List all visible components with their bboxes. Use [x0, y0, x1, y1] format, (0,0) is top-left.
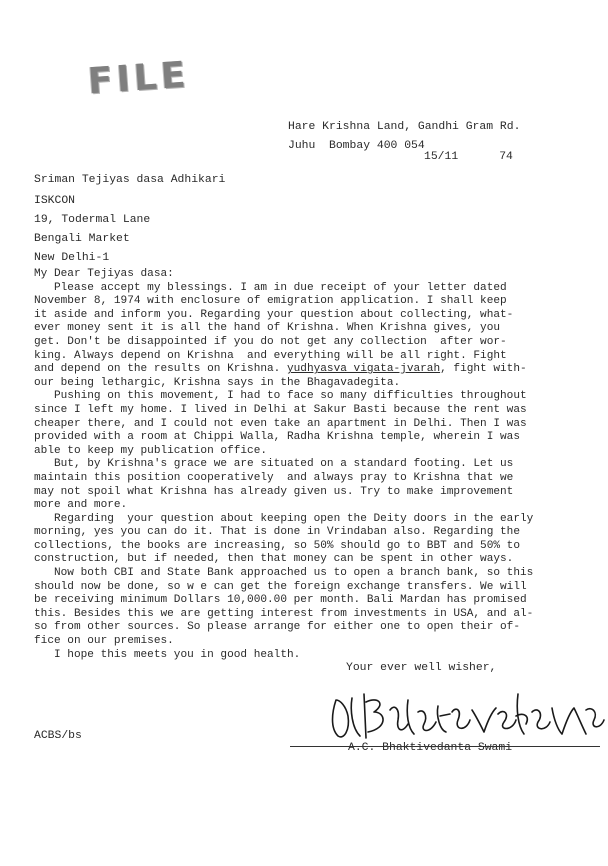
body-line: Now both CBI and State Bank approached us to open a branch bank, so this [34, 567, 534, 580]
paragraph-5 [34, 567, 604, 649]
body-line: fice on our premises. [34, 635, 174, 648]
typist-initials: ACBS/bs [34, 730, 82, 742]
body-line: Regarding your question about keeping open the Deity doors in the early [34, 512, 534, 525]
underlined-sanskrit-phrase: yudhyasva vigata-jvarah [286, 363, 441, 376]
paragraph-6: I hope this meets you in good health. [34, 648, 301, 661]
paragraph-2 [34, 390, 604, 458]
paragraph-3 [34, 458, 604, 512]
body-line: cheaper there, and I could not even take an apartment in Delhi. Then I was [34, 417, 527, 430]
letter-date [424, 152, 513, 163]
body-line: November 8, 1974 with enclosure of emigration application. I shall keep [34, 295, 507, 308]
body-line: But, by Krishna's grace we are situated on a standard footing. Let us [34, 458, 514, 471]
body-line [34, 363, 604, 377]
body-line: ever money sent it is all the hand of Krishna. When Krishna gives, you [34, 322, 501, 335]
body-line: may not spoil what Krishna has already given us. Try to make improvement [34, 485, 514, 498]
body-line: since I left my home. I lived in Delhi at Sakur Basti because the rent was [34, 403, 527, 416]
file-stamp: FILE [86, 54, 191, 103]
body-line: morning, yes you can do it. That is done in Vrindaban also. Regarding the [34, 526, 520, 539]
body-line: maintain this position cooperatively and always pray to Krishna that we [34, 471, 514, 484]
typed-signature-name: A.C. Bhaktivedanta Swami [348, 742, 513, 754]
body-line: construction, but if needed, then that money can be spent in other ways. [34, 553, 514, 566]
body-line: more and more. [34, 499, 128, 512]
body-line: collections, the books are increasing, so 50% should go to BBT and 50% to [34, 539, 520, 552]
body-line-segment: and depend on the results on Krishna. [34, 363, 287, 376]
salutation: My Dear Tejiyas dasa: [34, 268, 174, 280]
body-line: should now be done, so w e can get the foreign exchange transfers. We will [34, 580, 527, 593]
date-year: 74 [499, 151, 513, 163]
body-line: be receiving minimum Dollars 10,000.00 per month. Bali Mardan has promised [34, 594, 527, 607]
paragraph-1 [34, 282, 604, 391]
body-line: Pushing on this movement, I had to face so many difficulties throughout [34, 390, 527, 403]
body-line: get. Don't be disappointed if you do not get any collection after wor- [34, 335, 507, 348]
body-line: our being lethargic, Krishna says in the Bhagavadegita. [34, 376, 401, 389]
letter-body [34, 268, 604, 662]
letterhead-address-line1: Hare Krishna Land, Gandhi Gram Rd. [288, 121, 521, 133]
date-day-month: 15/11 [424, 151, 459, 163]
signature-underline [290, 746, 600, 747]
body-line: this. Besides this we are getting interest from investments in USA, and al- [34, 607, 534, 620]
recipient-area: Bengali Market [34, 233, 130, 245]
body-line: king. Always depend on Krishna and everything will be all right. Fight [34, 349, 507, 362]
recipient-street: 19, Todermal Lane [34, 214, 151, 226]
body-line: able to keep my publication office. [34, 444, 268, 457]
body-line-segment: , fight with- [440, 363, 527, 376]
body-line: Please accept my blessings. I am in due receipt of your letter dated [34, 281, 507, 294]
paragraph-4 [34, 513, 604, 567]
recipient-city: New Delhi-1 [34, 252, 110, 264]
body-line: it aside and inform you. Regarding your question about collecting, what- [34, 308, 514, 321]
recipient-name: Sriman Tejiyas dasa Adhikari [34, 174, 226, 186]
body-line: so from other sources. So please arrange for either one to open their of- [34, 621, 520, 634]
letterhead-address-line2: Juhu Bombay 400 054 [288, 140, 425, 152]
closing-line: Your ever well wisher, [346, 662, 497, 674]
recipient-org: ISKCON [34, 195, 76, 207]
body-line: provided with a room at Chippi Walla, Radha Krishna temple, wherein I was [34, 431, 520, 444]
signature-block [290, 650, 608, 760]
